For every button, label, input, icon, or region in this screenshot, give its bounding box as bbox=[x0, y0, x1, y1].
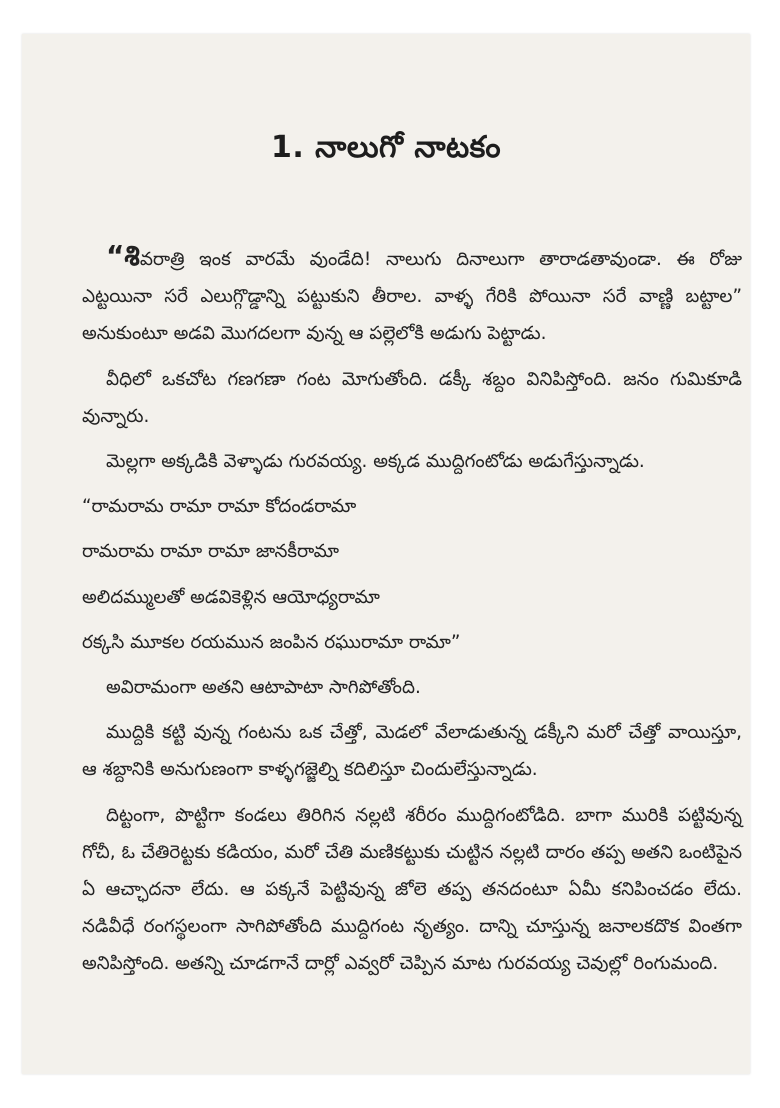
song-line: రామరామ రామా రామా జానకీరామా bbox=[82, 541, 340, 563]
paragraph: దిట్టంగా, పొట్టిగా కండలు తిరిగిన నల్లటి శరీరం ముద్దిగంటోడిది. బాగా మురికి పట్టివున్న గోచీ, ఓ చేతిరెట్టకు కడియం, మరో చేతి మణికట్టుకు చుట్టిన నల్లటి దారం తప్ప అతని ఒంటిపైన ఏ ఆచ్ఛాదనా లేదు. ఆ పక్కనే పెట్టివున్న జోలె తప్ప తనదంటూ ఏమీ కనిపించడం లేదు. నడివీధే రంగస్థలంగా సాగిపోతోంది ముద్దిగంట నృత్యం. దాన్ని చూస్తున్న జనాలకదొక వింతగా అనిపిస్తోంది. అతన్ని చూడగానే దార్లో ఎవ్వరో చెప్పిన మాట గురవయ్య చెవుల్లో రింగుమంది. bbox=[82, 804, 742, 975]
paragraph: వీధిలో ఒకచోట గణగణా గంట మోగుతోంది. డక్కీ శబ్దం వినిపిస్తోంది. జనం గుమికూడి వున్నారు. bbox=[82, 368, 742, 427]
chapter-body bbox=[82, 237, 742, 983]
song-line: రక్కసి మూకల రయమున జంపిన రఘురామా రామా” bbox=[82, 631, 461, 653]
song-line: “రామరామ రామా రామా కోదండరామా bbox=[82, 496, 357, 518]
paragraph-opening bbox=[82, 237, 742, 353]
book-page bbox=[22, 34, 750, 1074]
paragraph: మెల్లగా అక్కడికి వెళ్ళాడు గురవయ్య. అక్కడ ముద్దిగంటోడు అడుగేస్తున్నాడు. bbox=[106, 451, 645, 473]
drop-cap: శి bbox=[124, 239, 140, 272]
chapter-title: 1. నాలుగో నాటకం bbox=[270, 130, 502, 165]
opening-quote: “ bbox=[106, 239, 125, 272]
paragraph-text: వరాత్రి ఇంక వారమే వుండేది! నాలుగు దినాలుగా తారాడతావుండా. ఈ రోజు ఎట్టయినా సరే ఎలుగ్గొడ్డాన్ని పట్టుకుని తీరాల. వాళ్ళ గేరికి పోయినా సరే వాణ్ణి బట్టాల” అనుకుంటూ అడవి మొగదలగా వున్న ఆ పల్లెలోకి అడుగు పెట్టాడు. bbox=[82, 249, 742, 345]
song-line: అలిదమ్ములతో అడవికెళ్లిన ఆయోధ్యరామా bbox=[82, 586, 380, 608]
paragraph: ముద్దికి కట్టి వున్న గంటను ఒక చేత్తో, మెడలో వేలాడుతున్న డక్కీని మరో చేత్తో వాయిస్తూ, ఆ శబ్దానికి అనుగుణంగా కాళ్ళగజ్జెల్ని కదిలిస్తూ చిందులేస్తున్నాడు. bbox=[82, 722, 742, 781]
paragraph: అవిరామంగా అతని ఆటాపాటా సాగిపోతోంది. bbox=[106, 677, 421, 699]
